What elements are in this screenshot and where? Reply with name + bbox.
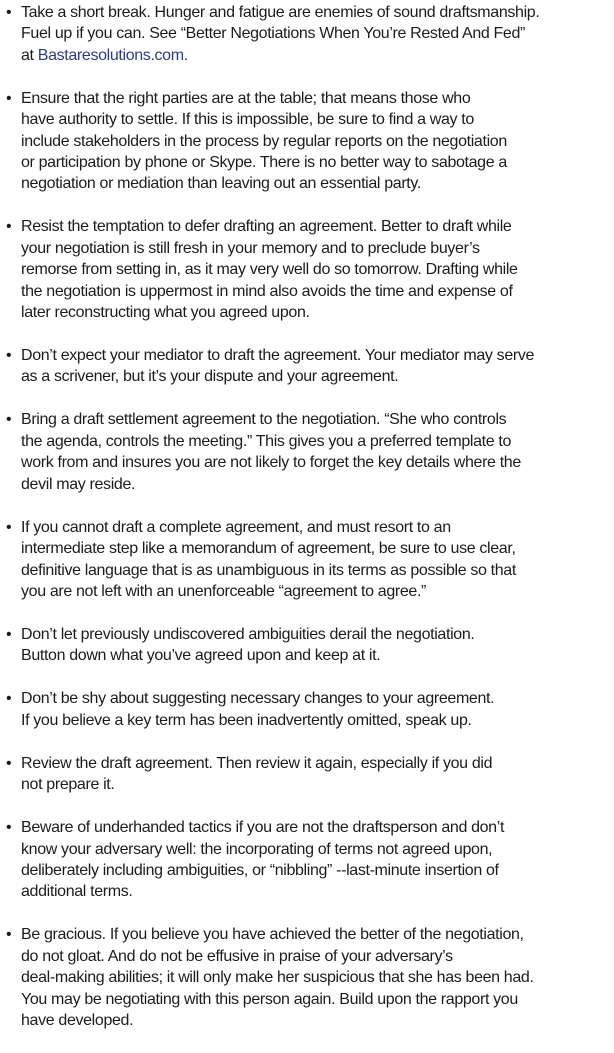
list-item-line: Beware of underhanded tactics if you are not the draftsperson and don’t xyxy=(21,819,505,837)
list-item-line: devil may reside. xyxy=(21,475,136,493)
list-item-line: Be gracious. If you believe you have achieved the better of the negotiation, xyxy=(21,926,524,944)
list-item-line: Don’t be shy about suggesting necessary changes to your agreement. xyxy=(21,690,495,708)
list-item-line: Don’t let previously undiscovered ambiguities derail the negotiation. xyxy=(21,625,475,643)
link-prefix: at xyxy=(21,46,38,64)
bullet-icon: • xyxy=(6,754,12,772)
list-item-line xyxy=(21,45,606,66)
list-item xyxy=(6,345,606,388)
bullet-icon: • xyxy=(6,819,12,837)
list-item-line: intermediate step like a memorandum of agreement, be sure to use clear, xyxy=(21,540,516,558)
list-item-line: deliberately including ambiguities, or “nibbling” --last-minute insertion of xyxy=(21,861,499,879)
list-item-line: If you cannot draft a complete agreement, and must resort to an xyxy=(21,518,451,536)
tips-bullet-list xyxy=(6,2,606,1053)
list-item xyxy=(6,924,606,1031)
list-item-line: work from and insures you are not likely to forget the key details where the xyxy=(21,454,521,472)
list-item xyxy=(6,88,606,195)
list-item xyxy=(6,216,606,323)
bullet-icon: • xyxy=(6,347,12,365)
list-item-line: additional terms. xyxy=(21,883,133,901)
list-item-line: Ensure that the right parties are at the table; that means those who xyxy=(21,89,471,107)
bullet-icon: • xyxy=(6,4,12,21)
list-item-line: as a scrivener, but it’s your dispute and your agreement. xyxy=(21,368,399,386)
list-item-line: you are not left with an unenforceable “agreement to agree.” xyxy=(21,582,427,600)
list-item-line: Review the draft agreement. Then review it again, especially if you did xyxy=(21,754,493,772)
list-item xyxy=(6,517,606,603)
bullet-icon: • xyxy=(6,218,12,236)
list-item-line: Button down what you’ve agreed upon and keep at it. xyxy=(21,647,381,665)
list-item xyxy=(6,409,606,495)
bullet-icon: • xyxy=(6,926,12,944)
list-item xyxy=(6,753,606,796)
bullet-icon: • xyxy=(6,518,12,536)
list-item-line: Fuel up if you can. See “Better Negotiations When You’re Rested And Fed” xyxy=(21,25,526,43)
list-item-line: remorse from setting in, as it may very well do so tomorrow. Drafting while xyxy=(21,261,518,279)
list-item xyxy=(6,817,606,903)
bullet-icon: • xyxy=(6,411,12,429)
list-item xyxy=(6,2,606,66)
list-item-line: have authority to settle. If this is impossible, be sure to find a way to xyxy=(21,111,474,129)
list-item-line: later reconstructing what you agreed upon. xyxy=(21,304,310,322)
list-item xyxy=(6,688,606,731)
list-item xyxy=(6,624,606,667)
list-item-line: Resist the temptation to defer drafting an agreement. Better to draft while xyxy=(21,218,512,236)
bullet-icon: • xyxy=(6,625,12,643)
list-item-line: or participation by phone or Skype. There is no better way to sabotage a xyxy=(21,154,507,172)
list-item-line: include stakeholders in the process by regular reports on the negotiation xyxy=(21,132,507,150)
bullet-icon: • xyxy=(6,89,12,107)
list-item-line: the agenda, controls the meeting.” This gives you a preferred template to xyxy=(21,432,512,450)
list-item-line: not prepare it. xyxy=(21,776,115,794)
list-item-line: Bring a draft settlement agreement to the negotiation. “She who controls xyxy=(21,411,507,429)
list-item-line: have developed. xyxy=(21,1011,134,1029)
list-item-line: negotiation or mediation than leaving out an essential party. xyxy=(21,175,421,193)
list-item-line: definitive language that is as unambiguous in its terms as possible so that xyxy=(21,561,516,579)
bastaresolutions-link[interactable]: Bastaresolutions.com. xyxy=(37,46,188,64)
list-item-line: Take a short break. Hunger and fatigue are enemies of sound draftsmanship. xyxy=(21,4,540,21)
bullet-icon: • xyxy=(6,690,12,708)
list-item-line: the negotiation is uppermost in mind also avoids the time and expense of xyxy=(21,282,513,300)
list-item-line: If you believe a key term has been inadvertently omitted, speak up. xyxy=(21,711,472,729)
list-item-line: deal-making abilities; it will only make her suspicious that she has been had. xyxy=(21,969,534,987)
list-item-line: your negotiation is still fresh in your memory and to preclude buyer’s xyxy=(21,239,480,257)
list-item-line: do not gloat. And do not be effusive in praise of your adversary’s xyxy=(21,947,453,965)
list-item-line: Don’t expect your mediator to draft the agreement. Your mediator may serve xyxy=(21,347,535,365)
list-item-line: You may be negotiating with this person again. Build upon the rapport you xyxy=(21,990,518,1008)
list-item-line: know your adversary well: the incorporating of terms not agreed upon, xyxy=(21,840,493,858)
